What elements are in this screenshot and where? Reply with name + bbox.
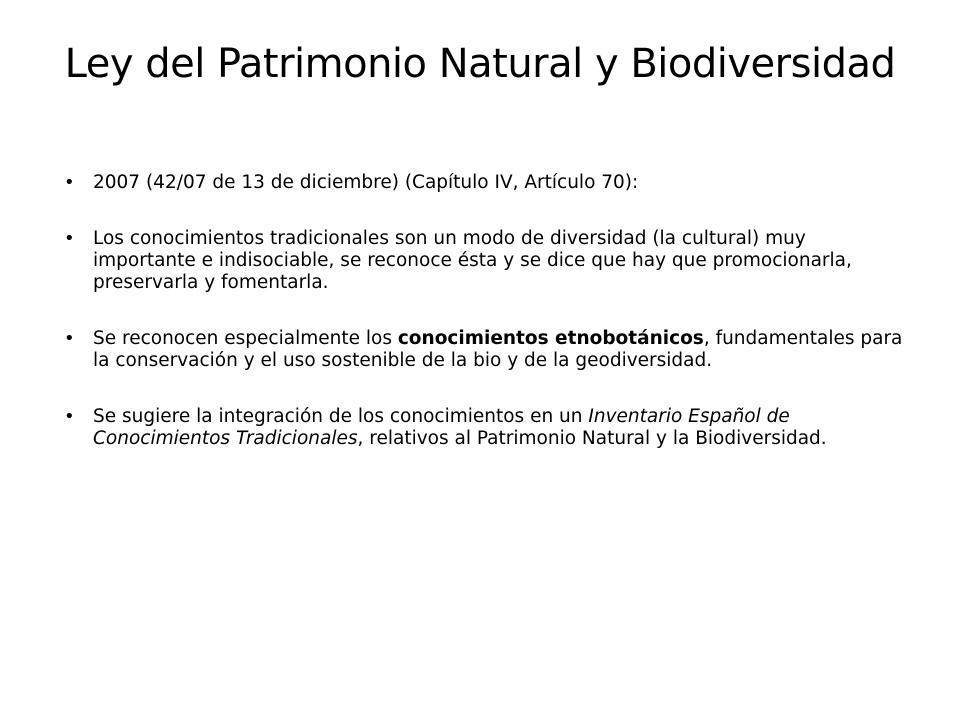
bullet-text-segment: Se reconocen especialmente los <box>93 328 398 349</box>
bullet-text <box>93 228 852 293</box>
bullet-text-segment: Se sugiere la integración de los conocimientos en un <box>93 406 589 427</box>
italic-emphasis: Inventario Español de Conocimientos Tradicionales <box>93 406 790 449</box>
bold-emphasis: conocimientos etnobotánicos <box>397 328 704 349</box>
bullet-text <box>93 328 902 371</box>
bullet-text-segment: 2007 (42/07 de 13 de diciembre) (Capítulo IV, Artículo 70): <box>93 172 639 193</box>
bullet-list <box>64 172 910 484</box>
bullet-text <box>93 406 827 449</box>
bullet-item <box>64 228 910 294</box>
bullet-text-segment: Los conocimientos tradicionales son un modo de diversidad (la cultural) muy importante e indisociable, se reconoce ésta y se dice que hay que promocionarla, preservarla y fomentarla. <box>93 228 852 293</box>
bullet-text-segment: , fundamentales para la conservación y el uso sostenible de la bio y de la geodiversidad. <box>93 328 903 371</box>
bullet-dot-icon: • <box>64 228 75 249</box>
bullet-item <box>64 172 910 194</box>
bullet-item <box>64 328 910 372</box>
bullet-text-segment: , relativos al Patrimonio Natural y la Biodiversidad. <box>357 428 827 449</box>
bullet-text <box>93 172 638 193</box>
bullet-dot-icon: • <box>64 406 75 427</box>
slide-title: Ley del Patrimonio Natural y Biodiversidad <box>64 41 896 87</box>
bullet-dot-icon: • <box>64 328 75 349</box>
bullet-dot-icon: • <box>64 172 75 193</box>
bullet-item <box>64 406 910 450</box>
